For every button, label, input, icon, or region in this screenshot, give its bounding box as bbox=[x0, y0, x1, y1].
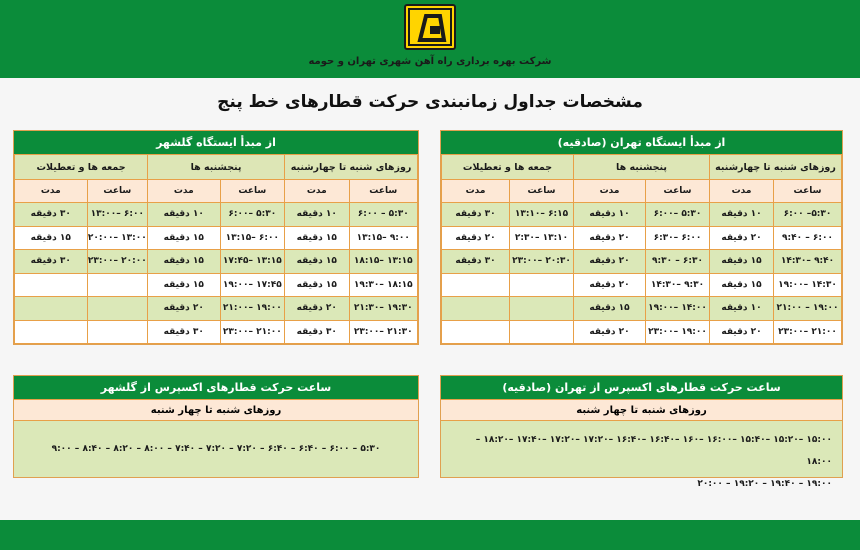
express-tehran-times bbox=[441, 421, 842, 489]
express-tehran-line2: ۱۹:۰۰ – ۱۹:۴۰ – ۱۹:۲۰ – ۲۰:۰۰ bbox=[697, 479, 832, 489]
cell bbox=[442, 273, 510, 297]
cell: ۱۰ دقیقه bbox=[574, 203, 646, 227]
cell: ۱۵ دقیقه bbox=[148, 226, 221, 250]
cell: ۲۰:۳۰ –۲۳:۰۰ bbox=[510, 250, 574, 274]
cell: ۹:۰۰ –۱۳:۱۵ bbox=[349, 226, 418, 250]
cell: ۱۸:۱۵ –۱۹:۳۰ bbox=[349, 273, 418, 297]
cell: ۲۱:۳۰ –۲۳:۰۰ bbox=[349, 320, 418, 344]
express-golshahr-panel bbox=[13, 375, 419, 478]
cell: ۱۵ دقیقه bbox=[710, 250, 774, 274]
table-row bbox=[15, 273, 418, 297]
cell: ۱۵ دقیقه bbox=[285, 250, 349, 274]
col-time: ساعت bbox=[510, 180, 574, 203]
group-sat-wed: روزهای شنبه تا چهارشنبه bbox=[285, 155, 418, 180]
golshahr-heading: از مبدأ ایستگاه گلشهر bbox=[14, 131, 418, 154]
cell: ۲۰:۰۰ –۲۳:۰۰ bbox=[87, 250, 147, 274]
table-row bbox=[442, 297, 842, 321]
tehran-schedule-panel bbox=[440, 130, 843, 345]
header-banner bbox=[0, 0, 860, 78]
cell: ۳۰ دقیقه bbox=[148, 320, 221, 344]
cell bbox=[442, 320, 510, 344]
col-duration: مدت bbox=[710, 180, 774, 203]
table-row bbox=[442, 273, 842, 297]
cell bbox=[87, 297, 147, 321]
cell: ۹:۳۰ –۱۴:۳۰ bbox=[646, 273, 710, 297]
table-row bbox=[15, 320, 418, 344]
cell: ۱۳:۱۰ –۲:۳۰ bbox=[510, 226, 574, 250]
cell: ۵:۳۰– ۶:۰۰ bbox=[774, 203, 842, 227]
cell: ۳۰ دقیقه bbox=[285, 320, 349, 344]
cell: ۱۹:۳۰ –۲۱:۳۰ bbox=[349, 297, 418, 321]
cell: ۲۱:۰۰ –۲۳:۰۰ bbox=[774, 320, 842, 344]
express-golshahr-line1: ۵:۳۰ – ۶:۰۰ – ۶:۴۰ – ۶:۴۰ – ۷:۲۰ – ۷:۲۰ – ۷:۴۰ – ۸:۰۰ – ۸:۲۰ – ۸:۴۰ – ۹:۰۰ bbox=[51, 444, 381, 454]
cell: ۶:۰۰ –۱۳:۰۰ bbox=[87, 203, 147, 227]
cell bbox=[510, 320, 574, 344]
group-thursday: پنجشنبه ها bbox=[574, 155, 710, 180]
cell: ۲۰ دقیقه bbox=[574, 320, 646, 344]
cell: ۱۵ دقیقه bbox=[15, 226, 88, 250]
group-friday-holiday: جمعه ها و تعطیلات bbox=[442, 155, 574, 180]
group-sat-wed: روزهای شنبه تا چهارشنبه bbox=[710, 155, 842, 180]
metro-logo-icon bbox=[404, 4, 456, 50]
cell: ۲۰ دقیقه bbox=[710, 320, 774, 344]
table-row bbox=[442, 226, 842, 250]
cell bbox=[15, 320, 88, 344]
cell: ۲۰ دقیقه bbox=[285, 297, 349, 321]
cell: ۱۳:۱۵ –۱۸:۱۵ bbox=[349, 250, 418, 274]
cell: ۳۰ دقیقه bbox=[442, 250, 510, 274]
cell: ۵:۳۰ –۶:۰۰ bbox=[220, 203, 284, 227]
table-row bbox=[15, 297, 418, 321]
cell: ۱۷:۴۵ –۱۹:۰۰ bbox=[220, 273, 284, 297]
page-title: مشخصات جداول زمانبندی حرکت قطارهای خط پنج bbox=[217, 92, 643, 112]
express-tehran-panel bbox=[440, 375, 843, 489]
express-tehran-days: روزهای شنبه تا چهار شنبه bbox=[441, 399, 842, 421]
cell: ۱۴:۳۰ –۱۹:۰۰ bbox=[774, 273, 842, 297]
cell bbox=[442, 297, 510, 321]
company-name: شرکت بهره برداری راه آهن شهری تهران و حومه bbox=[308, 56, 552, 67]
cell: ۳۰ دقیقه bbox=[15, 203, 88, 227]
col-duration: مدت bbox=[148, 180, 221, 203]
group-thursday: پنجشنبه ها bbox=[148, 155, 285, 180]
cell: ۶:۰۰ –۱۳:۱۵ bbox=[220, 226, 284, 250]
cell: ۱۵ دقیقه bbox=[285, 273, 349, 297]
tehran-heading: از مبدأ ایستگاه تهران (صادقیه) bbox=[441, 131, 842, 154]
cell: ۱۹:۰۰ –۲۳:۰۰ bbox=[646, 320, 710, 344]
col-duration: مدت bbox=[574, 180, 646, 203]
cell: ۲۱:۰۰ –۲۳:۰۰ bbox=[220, 320, 284, 344]
cell: ۵:۳۰ – ۶:۰۰ bbox=[349, 203, 418, 227]
table-row bbox=[442, 250, 842, 274]
cell: ۱۹:۰۰ – ۲۱:۰۰ bbox=[774, 297, 842, 321]
cell: ۳۰ دقیقه bbox=[15, 250, 88, 274]
cell: ۱۹:۰۰ –۲۱:۰۰ bbox=[220, 297, 284, 321]
express-tehran-heading: ساعت حرکت قطارهای اکسپرس از تهران (صادقیه) bbox=[441, 376, 842, 399]
col-time: ساعت bbox=[87, 180, 147, 203]
cell bbox=[87, 320, 147, 344]
cell: ۵:۳۰ –۶:۰۰ bbox=[646, 203, 710, 227]
col-time: ساعت bbox=[220, 180, 284, 203]
cell: ۶:۱۵ –۱۳:۱۰ bbox=[510, 203, 574, 227]
cell: ۱۴:۰۰ –۱۹:۰۰ bbox=[646, 297, 710, 321]
golshahr-schedule-table bbox=[14, 154, 418, 344]
table-row bbox=[442, 203, 842, 227]
express-golshahr-days: روزهای شنبه تا چهار شنبه bbox=[14, 399, 418, 421]
express-golshahr-heading: ساعت حرکت قطارهای اکسپرس از گلشهر bbox=[14, 376, 418, 399]
cell: ۱۵ دقیقه bbox=[148, 273, 221, 297]
cell: ۱۵ دقیقه bbox=[574, 297, 646, 321]
cell: ۲۰ دقیقه bbox=[148, 297, 221, 321]
table-row bbox=[15, 203, 418, 227]
col-time: ساعت bbox=[774, 180, 842, 203]
cell bbox=[510, 297, 574, 321]
tehran-schedule-table bbox=[441, 154, 842, 344]
cell: ۱۰ دقیقه bbox=[285, 203, 349, 227]
golshahr-schedule-panel bbox=[13, 130, 419, 345]
col-time: ساعت bbox=[349, 180, 418, 203]
table-row bbox=[15, 250, 418, 274]
express-golshahr-times bbox=[14, 421, 418, 477]
col-duration: مدت bbox=[285, 180, 349, 203]
cell: ۹:۴۰ –۱۴:۳۰ bbox=[774, 250, 842, 274]
col-duration: مدت bbox=[442, 180, 510, 203]
cell bbox=[510, 273, 574, 297]
cell: ۱۳:۰۰ –۲۰:۰۰ bbox=[87, 226, 147, 250]
cell: ۶:۰۰ –۶:۳۰ bbox=[646, 226, 710, 250]
cell: ۲۰ دقیقه bbox=[574, 226, 646, 250]
cell: ۲۰ دقیقه bbox=[574, 273, 646, 297]
cell: ۱۵ دقیقه bbox=[285, 226, 349, 250]
cell: ۲۰ دقیقه bbox=[710, 226, 774, 250]
col-time: ساعت bbox=[646, 180, 710, 203]
group-friday-holiday: جمعه ها و تعطیلات bbox=[15, 155, 148, 180]
cell bbox=[15, 297, 88, 321]
express-tehran-line1: ۱۵:۰۰ –۱۵:۲۰ –۱۵:۴۰ –۱۶:۰۰ –۱۶۰ –۱۶:۴۰ –۱۶:۴۰ –۱۷:۲۰ –۱۷:۲۰ –۱۷:۴۰ –۱۸:۲۰ –۱۸:۰۰ bbox=[475, 435, 832, 467]
cell: ۱۵ دقیقه bbox=[710, 273, 774, 297]
cell: ۱۰ دقیقه bbox=[148, 203, 221, 227]
cell: ۲۰ دقیقه bbox=[574, 250, 646, 274]
cell: ۱۰ دقیقه bbox=[710, 203, 774, 227]
cell: ۱۵ دقیقه bbox=[148, 250, 221, 274]
table-row bbox=[442, 320, 842, 344]
cell: ۱۳:۱۵ –۱۷:۴۵ bbox=[220, 250, 284, 274]
cell: ۳۰ دقیقه bbox=[442, 203, 510, 227]
footer-banner bbox=[0, 520, 860, 550]
cell: ۶:۰۰ – ۹:۴۰ bbox=[774, 226, 842, 250]
cell bbox=[87, 273, 147, 297]
col-duration: مدت bbox=[15, 180, 88, 203]
cell bbox=[15, 273, 88, 297]
table-row bbox=[15, 226, 418, 250]
cell: ۱۰ دقیقه bbox=[710, 297, 774, 321]
cell: ۶:۳۰ – ۹:۳۰ bbox=[646, 250, 710, 274]
cell: ۲۰ دقیقه bbox=[442, 226, 510, 250]
